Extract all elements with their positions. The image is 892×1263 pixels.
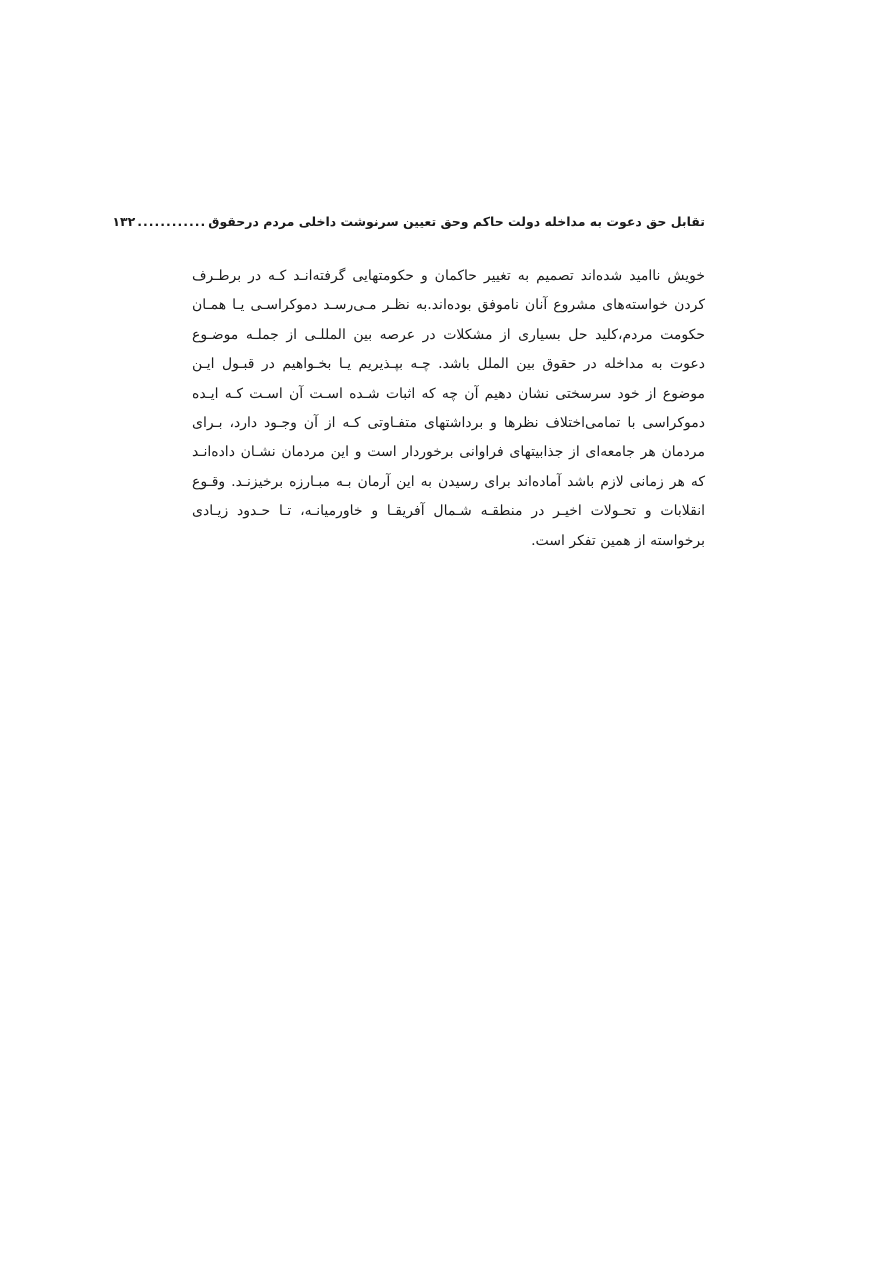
body-text	[192, 262, 705, 556]
page-number: ۱۳۲	[112, 214, 136, 229]
running-header	[112, 214, 705, 238]
paragraph: خویش ناامید شده‌اند تصمیم به تغییر حاکمان و حکومتهایی گرفته‌انـد کـه در برطـرف کردن خواسته‌های مشروع آنان ناموفق بوده‌اند.به نظـر مـی‌رسـد دموکراسـی یـا همـان حکومت مردم،کلید حل بسیاری از مشکلات در عرصه بین المللـی از جملـه موضـوع دعوت به مداخله در حقوق بین الملل باشد. چـه بپـذیریم یـا بخـواهیم در قبـول ایـن موضوع از خود سرسختی نشان دهیم آن چه که اثبات شـده اسـت آن اسـت کـه ایـده دموکراسی با تمامی‌اختلاف نظرها و برداشتهای متفـاوتی کـه از آن وجـود دارد، بـرای مردمان هر جامعه‌ای از جذابیتهای فراوانی برخوردار است و این مردمان نشـان داده‌انـد که هر زمانی لازم باشد آماده‌اند برای رسیدن به این آرمان بـه مبـارزه برخیزنـد. وقـوع انقلابات و تحـولات اخیـر در منطقـه شـمال آفریقـا و خاورمیانـه، تـا حـدود زیـادی برخواسته از همین تفکر است.	[192, 268, 705, 549]
header-dot-leader: ............	[137, 214, 207, 229]
header-title: تقابل حق دعوت به مداخله دولت حاکم وحق تعیین سرنوشت داخلی مردم درحقوق	[208, 214, 705, 229]
